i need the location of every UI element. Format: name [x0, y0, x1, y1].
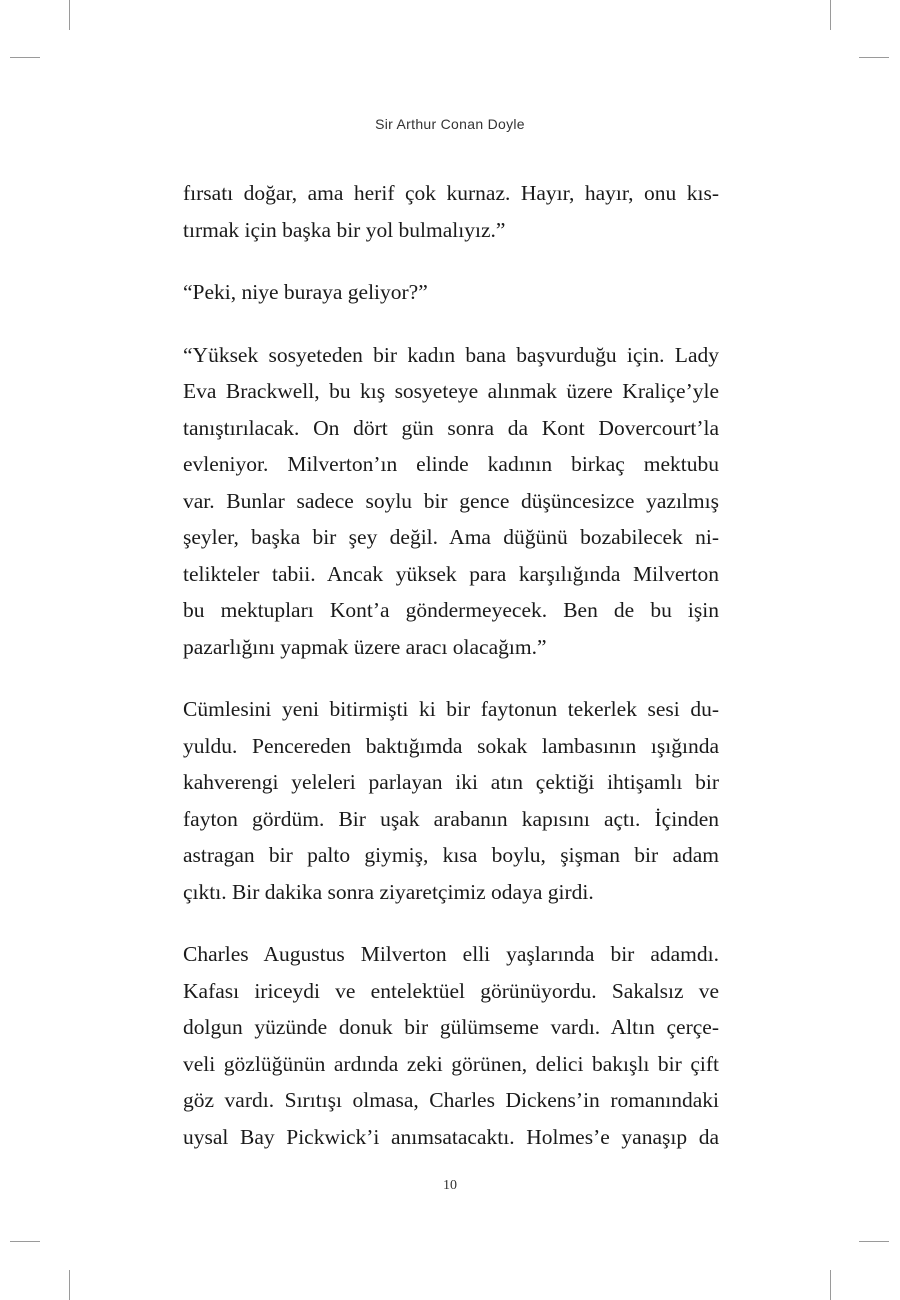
text-line: pazarlığını yapmak üzere aracı olacağım.”	[183, 634, 547, 659]
page-number: 10	[443, 1178, 457, 1193]
running-head: Sir Arthur Conan Doyle	[375, 116, 525, 132]
text-line: evleniyor. Milverton’ın elinde kadının birkaç mektubu	[183, 452, 719, 476]
text-line: “Peki, niye buraya geliyor?”	[183, 280, 428, 304]
text-line: bu mektupları Kont’a göndermeyecek. Ben de bu işin	[183, 598, 719, 622]
text-line: Kafası iriceydi ve entelektüel görünüyordu. Sakalsız ve	[183, 978, 719, 1003]
text-line: dolgun yüzünde donuk bir gülümseme vardı. Altın çerçe-	[183, 1015, 719, 1039]
text-line: çıktı. Bir dakika sonra ziyaretçimiz odaya girdi.	[183, 879, 594, 904]
crop-mark-bottom-left	[69, 1270, 70, 1300]
text-line: tanıştırılacak. On dört gün sonra da Kont Dovercourt’la	[183, 415, 719, 440]
text-line: Eva Brackwell, bu kış sosyeteye alınmak üzere Kraliçe’yle	[183, 379, 719, 403]
text-line: yuldu. Pencereden baktığımda sokak lambasının ışığında	[183, 733, 719, 758]
crop-mark-bottom-right	[830, 1270, 831, 1300]
paragraph-5	[183, 936, 719, 1155]
paragraph-3	[183, 337, 719, 666]
text-line: var. Bunlar sadece soylu bir gence düşüncesizce yazılmış	[183, 488, 719, 513]
text-line: göz vardı. Sırıtışı olmasa, Charles Dickens’in romanındaki	[183, 1088, 719, 1112]
text-line: fayton gördüm. Bir uşak arabanın kapısını açtı. İçinden	[183, 806, 719, 831]
crop-mark-left-lower	[10, 1241, 40, 1242]
text-line: “Yüksek sosyeteden bir kadın bana başvurduğu için. Lady	[183, 342, 719, 367]
text-line: fırsatı doğar, ama herif çok kurnaz. Hayır, hayır, onu kıs-	[183, 181, 719, 205]
crop-mark-top-right	[830, 0, 831, 30]
body-text	[183, 175, 719, 1181]
paragraph-2	[183, 274, 719, 311]
text-line: Charles Augustus Milverton elli yaşlarında bir adamdı.	[183, 942, 719, 966]
text-line: uysal Bay Pickwick’i anımsatacaktı. Holmes’e yanaşıp da	[183, 1124, 719, 1149]
crop-mark-top-left	[69, 0, 70, 30]
text-line: şeyler, başka bir şey değil. Ama düğünü bozabilecek ni-	[183, 525, 719, 549]
text-line: kahverengi yeleleri parlayan iki atın çektiği ihtişamlı bir	[183, 770, 719, 794]
text-line: astragan bir palto giymiş, kısa boylu, şişman bir adam	[183, 843, 719, 867]
text-line: tırmak için başka bir yol bulmalıyız.”	[183, 217, 506, 242]
paragraph-4	[183, 691, 719, 910]
text-line: veli gözlüğünün ardında zeki görünen, delici bakışlı bir çift	[183, 1051, 719, 1076]
text-line: telikteler tabii. Ancak yüksek para karşılığında Milverton	[183, 561, 719, 586]
crop-mark-left-upper	[10, 57, 40, 58]
paragraph-1	[183, 175, 719, 248]
crop-mark-right-lower	[859, 1241, 889, 1242]
text-line: Cümlesini yeni bitirmişti ki bir faytonun tekerlek sesi du-	[183, 697, 719, 721]
crop-mark-right-upper	[859, 57, 889, 58]
